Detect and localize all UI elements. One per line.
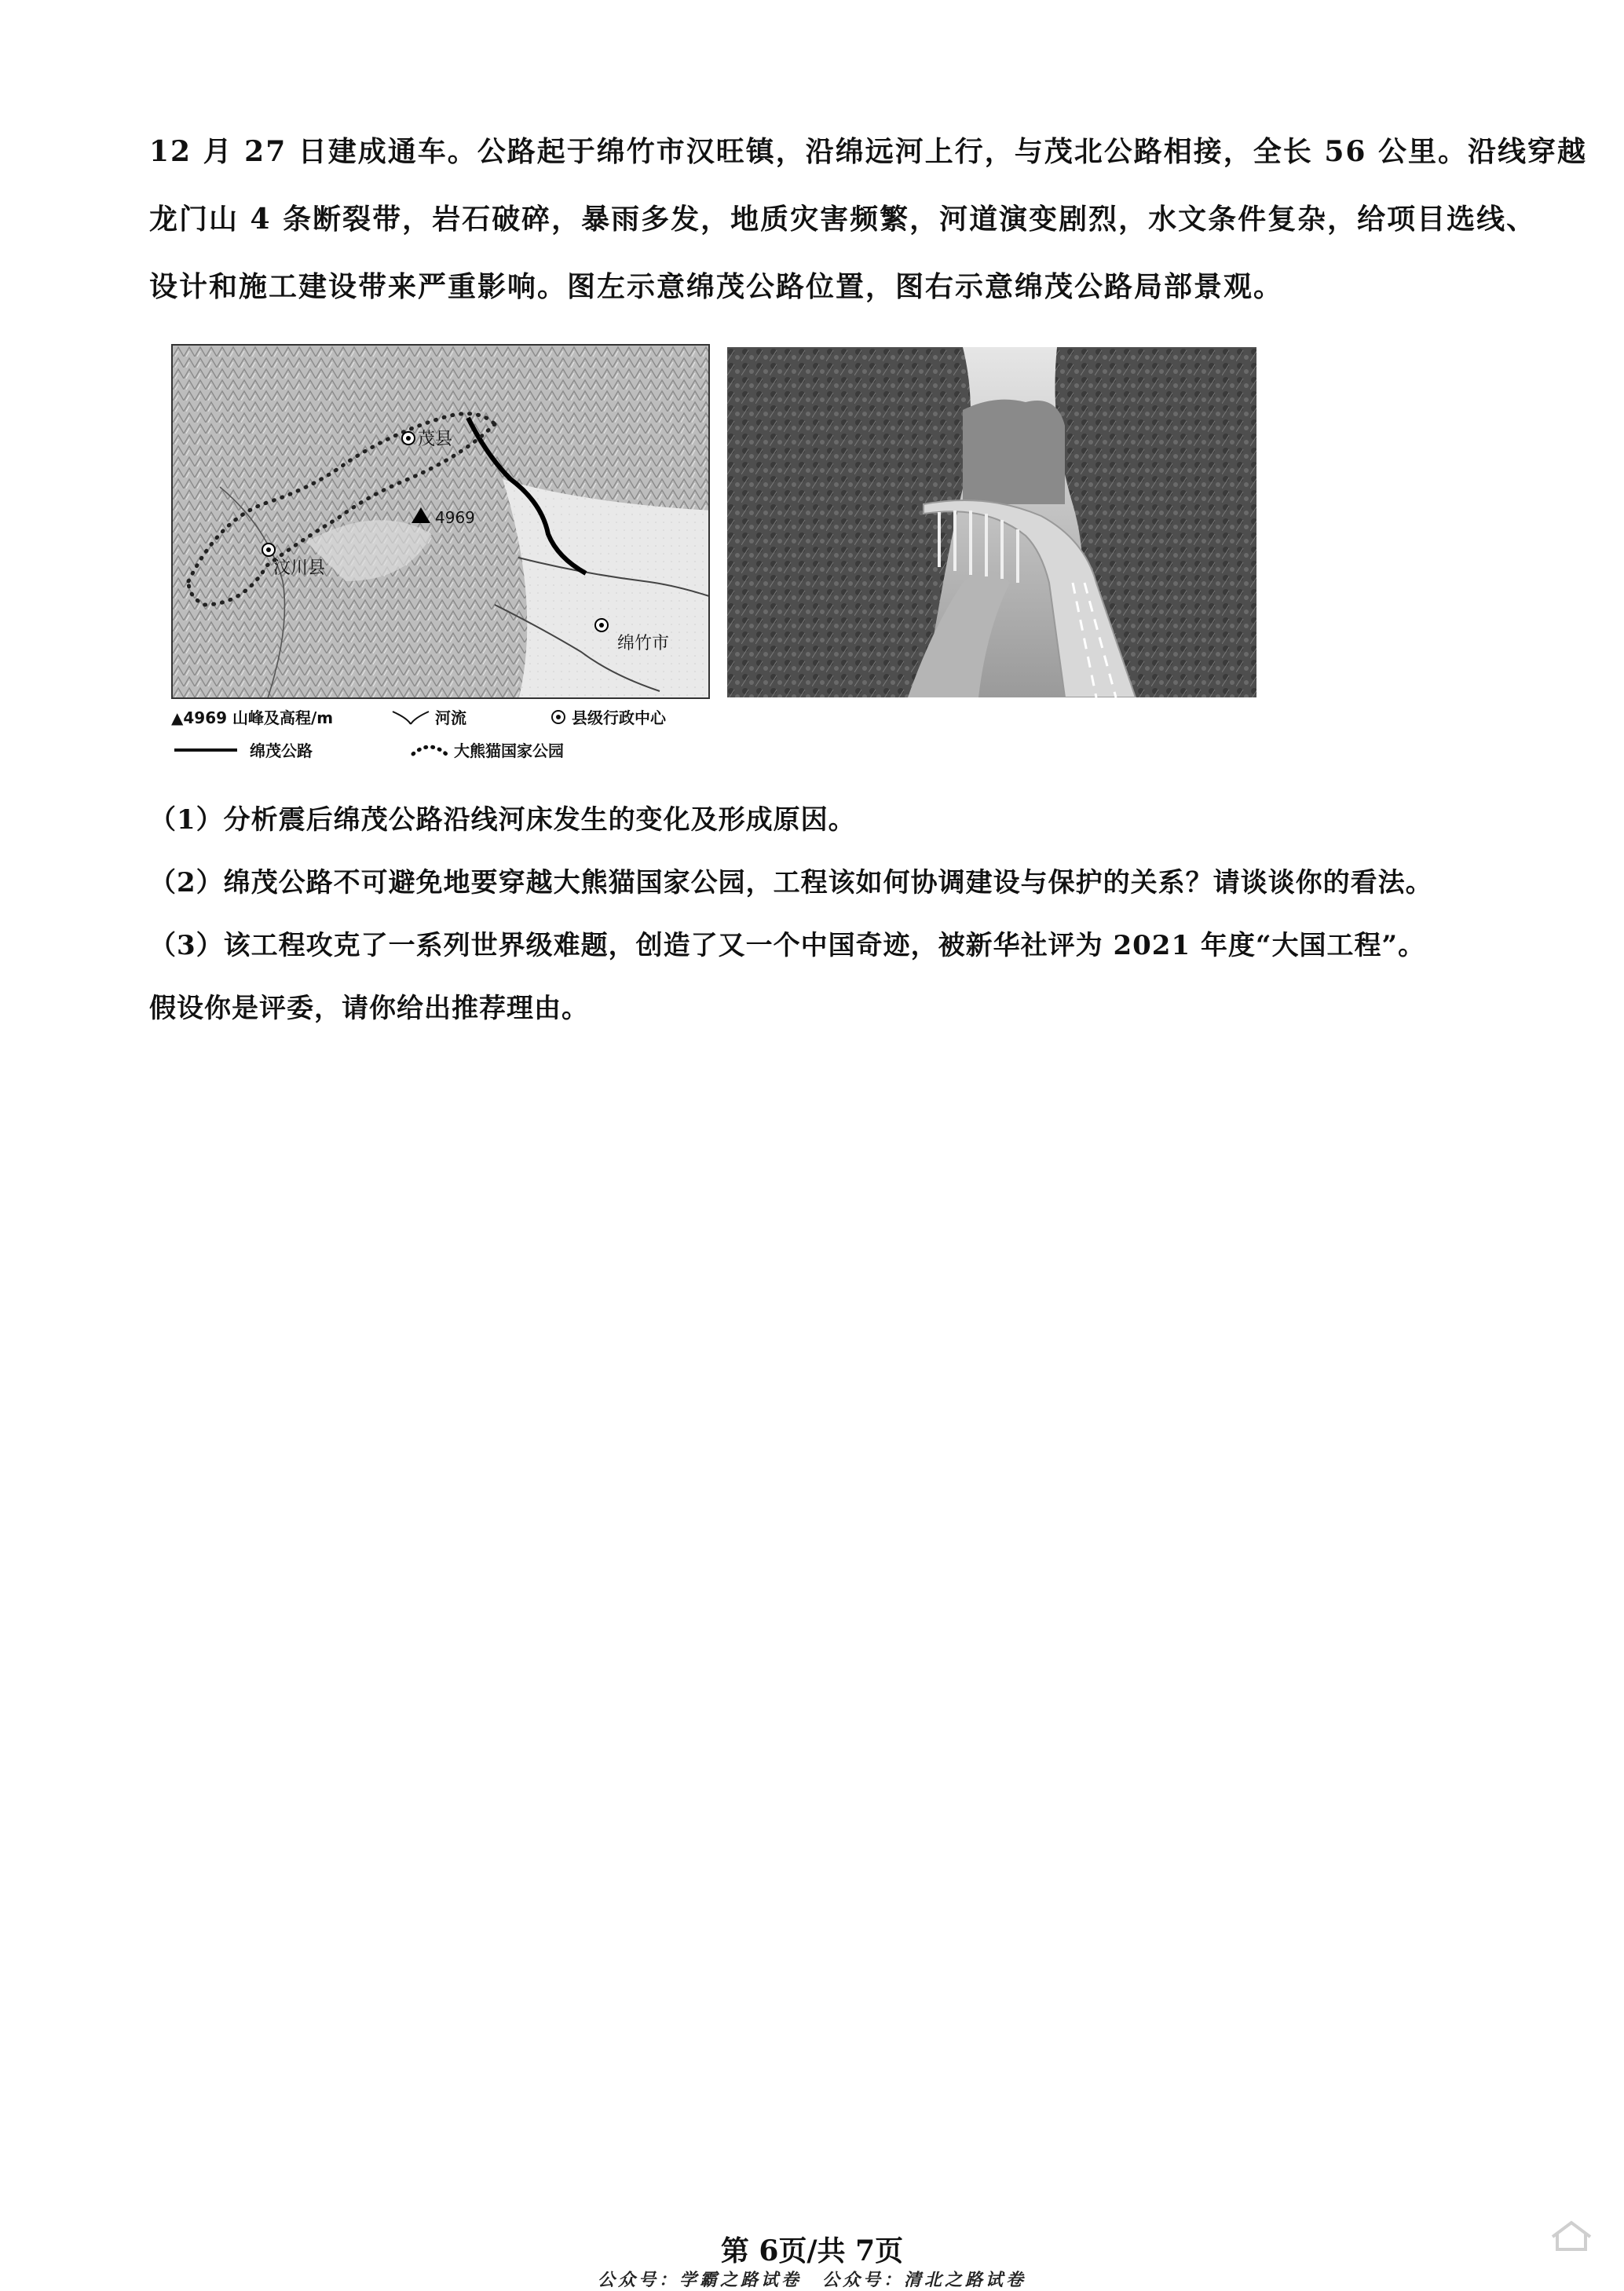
panda-park-icon bbox=[410, 741, 449, 759]
mianzhu-label: 绵竹市 bbox=[617, 634, 670, 653]
intro-line-2: 龙门山 4 条断裂带，岩石破碎，暴雨多发，地质灾害频繁，河道演变剧烈，水文条件复杂，给项目选线、 bbox=[149, 203, 1537, 236]
site-logo bbox=[1536, 2220, 1607, 2275]
footer-watermark: 公众号：学霸之路试卷 公众号：清北之路试卷 bbox=[597, 2270, 1026, 2290]
question-2: （2）绵茂公路不可避免地要穿越大熊猫国家公园，工程该如何协调建设与保护的关系？请谈谈你的看法。 bbox=[149, 867, 1433, 898]
highway-icon bbox=[174, 745, 237, 755]
legend-peak-label: ▲4969 山峰及高程/m bbox=[171, 708, 334, 727]
map-svg bbox=[173, 346, 710, 699]
intro-line-1: 12 月 27 日建成通车。公路起于绵竹市汉旺镇，沿绵远河上行，与茂北公路相接，全长 56 公里。沿线穿越 bbox=[149, 135, 1587, 168]
legend-river bbox=[391, 705, 466, 728]
legend-panda-label: 大熊猫国家公园 bbox=[454, 741, 564, 760]
maoxian-label: 茂县 bbox=[418, 430, 453, 449]
mianzhu-marker bbox=[595, 619, 608, 631]
intro-paragraph bbox=[149, 118, 1587, 320]
location-map bbox=[171, 344, 710, 699]
question-1: （1）分析震后绵茂公路沿线河床发生的变化及形成原因。 bbox=[149, 804, 856, 836]
distant-mountain bbox=[963, 400, 1065, 504]
legend-river-label: 河流 bbox=[435, 708, 466, 727]
plain-area bbox=[503, 479, 710, 699]
maoxian-marker bbox=[402, 432, 415, 445]
county-center-icon bbox=[550, 708, 567, 726]
house-logo-icon bbox=[1548, 2220, 1595, 2251]
intro-line-3: 设计和施工建设带来严重影响。图左示意绵茂公路位置，图右示意绵茂公路局部景观。 bbox=[149, 270, 1284, 303]
legend-highway bbox=[174, 738, 313, 761]
legend-panda bbox=[410, 738, 564, 761]
photo-svg bbox=[727, 347, 1256, 697]
wenchuan-label: 汶川县 bbox=[273, 558, 326, 578]
legend-county-label: 县级行政中心 bbox=[572, 708, 666, 727]
landscape-photo bbox=[727, 347, 1256, 697]
wenchuan-marker bbox=[262, 543, 275, 556]
question-3-line-2: 假设你是评委，请你给出推荐理由。 bbox=[149, 993, 589, 1024]
river-icon bbox=[391, 708, 430, 726]
page-number: 第 6页/共 7页 bbox=[720, 2234, 904, 2267]
map-legend bbox=[171, 701, 721, 770]
question-3-line-1: （3）该工程攻克了一系列世界级难题，创造了又一个中国奇迹，被新华社评为 2021 年度“大国工程”。 bbox=[149, 930, 1426, 961]
peak-elevation-label: 4969 bbox=[435, 508, 475, 527]
legend-peak bbox=[171, 705, 333, 728]
legend-highway-label: 绵茂公路 bbox=[250, 741, 313, 760]
legend-county bbox=[550, 705, 666, 728]
